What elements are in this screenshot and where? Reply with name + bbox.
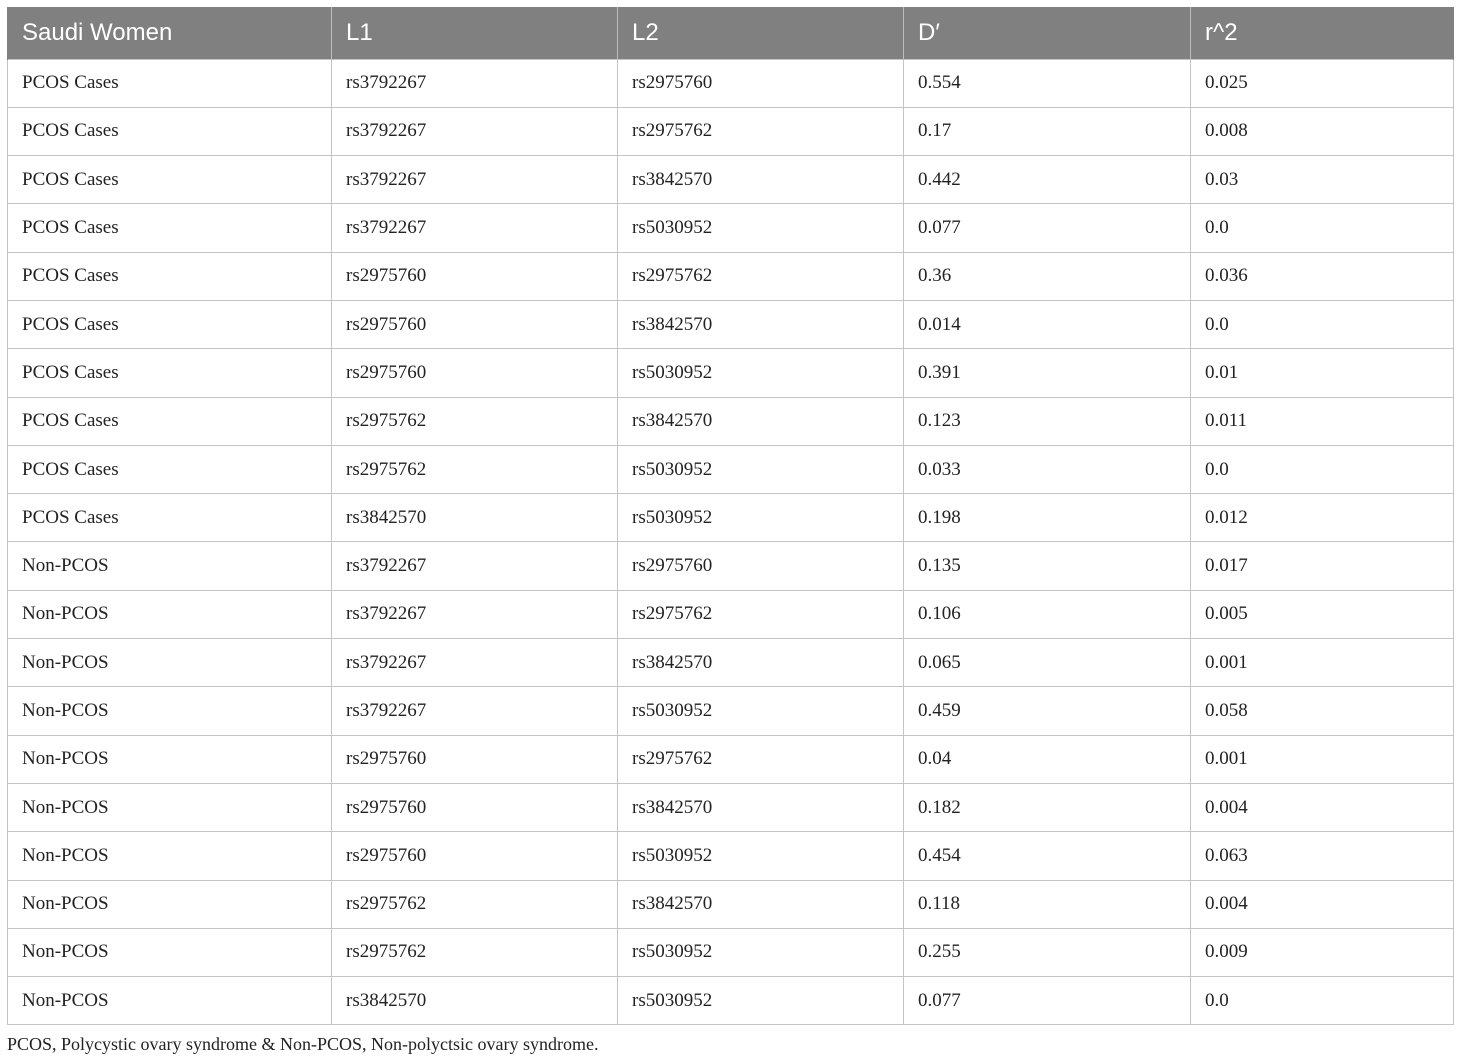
l2-cell: rs3842570 bbox=[618, 880, 904, 928]
header-row bbox=[8, 7, 1454, 59]
r-squared-cell: 0.004 bbox=[1191, 783, 1454, 831]
table-row bbox=[8, 494, 1454, 542]
header-l2: L2 bbox=[618, 7, 904, 59]
l1-cell: rs2975762 bbox=[332, 928, 618, 976]
d-prime-cell: 0.17 bbox=[904, 107, 1191, 155]
l2-cell: rs3842570 bbox=[618, 300, 904, 348]
d-prime-cell: 0.454 bbox=[904, 832, 1191, 880]
l1-cell: rs2975762 bbox=[332, 880, 618, 928]
population-cell: Non-PCOS bbox=[8, 687, 332, 735]
table-row bbox=[8, 542, 1454, 590]
header-r-squared: r^2 bbox=[1191, 7, 1454, 59]
d-prime-cell: 0.182 bbox=[904, 783, 1191, 831]
r-squared-cell: 0.058 bbox=[1191, 687, 1454, 735]
d-prime-cell: 0.118 bbox=[904, 880, 1191, 928]
r-squared-cell: 0.03 bbox=[1191, 156, 1454, 204]
population-cell: PCOS Cases bbox=[8, 59, 332, 107]
d-prime-cell: 0.014 bbox=[904, 300, 1191, 348]
l2-cell: rs2975762 bbox=[618, 735, 904, 783]
l2-cell: rs2975762 bbox=[618, 107, 904, 155]
population-cell: Non-PCOS bbox=[8, 590, 332, 638]
l2-cell: rs2975760 bbox=[618, 542, 904, 590]
d-prime-cell: 0.198 bbox=[904, 494, 1191, 542]
l2-cell: rs5030952 bbox=[618, 832, 904, 880]
l2-cell: rs3842570 bbox=[618, 397, 904, 445]
table-row bbox=[8, 445, 1454, 493]
d-prime-cell: 0.033 bbox=[904, 445, 1191, 493]
header-l1: L1 bbox=[332, 7, 618, 59]
l2-cell: rs3842570 bbox=[618, 783, 904, 831]
r-squared-cell: 0.011 bbox=[1191, 397, 1454, 445]
table-row bbox=[8, 156, 1454, 204]
d-prime-cell: 0.135 bbox=[904, 542, 1191, 590]
population-cell: PCOS Cases bbox=[8, 445, 332, 493]
l1-cell: rs3842570 bbox=[332, 494, 618, 542]
r-squared-cell: 0.004 bbox=[1191, 880, 1454, 928]
r-squared-cell: 0.017 bbox=[1191, 542, 1454, 590]
l1-cell: rs3792267 bbox=[332, 542, 618, 590]
d-prime-cell: 0.442 bbox=[904, 156, 1191, 204]
l1-cell: rs2975760 bbox=[332, 300, 618, 348]
l2-cell: rs2975762 bbox=[618, 252, 904, 300]
ld-table-container bbox=[7, 7, 1453, 1025]
population-cell: Non-PCOS bbox=[8, 542, 332, 590]
d-prime-cell: 0.255 bbox=[904, 928, 1191, 976]
table-row bbox=[8, 832, 1454, 880]
d-prime-cell: 0.459 bbox=[904, 687, 1191, 735]
population-cell: PCOS Cases bbox=[8, 349, 332, 397]
d-prime-cell: 0.077 bbox=[904, 204, 1191, 252]
l1-cell: rs2975760 bbox=[332, 349, 618, 397]
l2-cell: rs5030952 bbox=[618, 928, 904, 976]
l1-cell: rs3792267 bbox=[332, 156, 618, 204]
l1-cell: rs3792267 bbox=[332, 107, 618, 155]
table-row bbox=[8, 928, 1454, 976]
l1-cell: rs3792267 bbox=[332, 59, 618, 107]
r-squared-cell: 0.008 bbox=[1191, 107, 1454, 155]
table-row bbox=[8, 590, 1454, 638]
l1-cell: rs3792267 bbox=[332, 687, 618, 735]
l1-cell: rs3842570 bbox=[332, 977, 618, 1025]
l1-cell: rs3792267 bbox=[332, 204, 618, 252]
l2-cell: rs2975760 bbox=[618, 59, 904, 107]
l1-cell: rs2975762 bbox=[332, 445, 618, 493]
r-squared-cell: 0.0 bbox=[1191, 204, 1454, 252]
r-squared-cell: 0.036 bbox=[1191, 252, 1454, 300]
population-cell: PCOS Cases bbox=[8, 156, 332, 204]
r-squared-cell: 0.0 bbox=[1191, 977, 1454, 1025]
ld-table bbox=[7, 7, 1454, 1025]
l2-cell: rs3842570 bbox=[618, 156, 904, 204]
l2-cell: rs5030952 bbox=[618, 494, 904, 542]
table-body bbox=[8, 59, 1454, 1025]
r-squared-cell: 0.005 bbox=[1191, 590, 1454, 638]
l2-cell: rs5030952 bbox=[618, 349, 904, 397]
d-prime-cell: 0.36 bbox=[904, 252, 1191, 300]
r-squared-cell: 0.001 bbox=[1191, 735, 1454, 783]
l1-cell: rs2975760 bbox=[332, 832, 618, 880]
population-cell: Non-PCOS bbox=[8, 832, 332, 880]
table-row bbox=[8, 639, 1454, 687]
population-cell: Non-PCOS bbox=[8, 735, 332, 783]
table-row bbox=[8, 735, 1454, 783]
r-squared-cell: 0.063 bbox=[1191, 832, 1454, 880]
r-squared-cell: 0.01 bbox=[1191, 349, 1454, 397]
l1-cell: rs3792267 bbox=[332, 590, 618, 638]
l1-cell: rs3792267 bbox=[332, 639, 618, 687]
l2-cell: rs5030952 bbox=[618, 204, 904, 252]
table-row bbox=[8, 977, 1454, 1025]
r-squared-cell: 0.0 bbox=[1191, 300, 1454, 348]
population-cell: PCOS Cases bbox=[8, 107, 332, 155]
d-prime-cell: 0.123 bbox=[904, 397, 1191, 445]
l2-cell: rs3842570 bbox=[618, 639, 904, 687]
d-prime-cell: 0.106 bbox=[904, 590, 1191, 638]
table-row bbox=[8, 349, 1454, 397]
population-cell: PCOS Cases bbox=[8, 204, 332, 252]
population-cell: PCOS Cases bbox=[8, 494, 332, 542]
table-row bbox=[8, 204, 1454, 252]
population-cell: Non-PCOS bbox=[8, 977, 332, 1025]
table-row bbox=[8, 107, 1454, 155]
population-cell: Non-PCOS bbox=[8, 783, 332, 831]
l1-cell: rs2975760 bbox=[332, 735, 618, 783]
table-row bbox=[8, 880, 1454, 928]
population-cell: PCOS Cases bbox=[8, 397, 332, 445]
table-row bbox=[8, 252, 1454, 300]
l2-cell: rs5030952 bbox=[618, 445, 904, 493]
l1-cell: rs2975762 bbox=[332, 397, 618, 445]
population-cell: Non-PCOS bbox=[8, 928, 332, 976]
table-row bbox=[8, 397, 1454, 445]
l1-cell: rs2975760 bbox=[332, 783, 618, 831]
l1-cell: rs2975760 bbox=[332, 252, 618, 300]
r-squared-cell: 0.025 bbox=[1191, 59, 1454, 107]
table-row bbox=[8, 59, 1454, 107]
l2-cell: rs5030952 bbox=[618, 977, 904, 1025]
d-prime-cell: 0.04 bbox=[904, 735, 1191, 783]
header-d-prime: D′ bbox=[904, 7, 1191, 59]
population-cell: Non-PCOS bbox=[8, 639, 332, 687]
table-row bbox=[8, 783, 1454, 831]
population-cell: Non-PCOS bbox=[8, 880, 332, 928]
d-prime-cell: 0.391 bbox=[904, 349, 1191, 397]
table-header bbox=[8, 7, 1454, 59]
d-prime-cell: 0.065 bbox=[904, 639, 1191, 687]
table-footnote: PCOS, Polycystic ovary syndrome & Non-PCOS, Non-polyctsic ovary syndrome. bbox=[7, 1034, 599, 1054]
r-squared-cell: 0.012 bbox=[1191, 494, 1454, 542]
l2-cell: rs2975762 bbox=[618, 590, 904, 638]
population-cell: PCOS Cases bbox=[8, 300, 332, 348]
table-row bbox=[8, 687, 1454, 735]
table-row bbox=[8, 300, 1454, 348]
l2-cell: rs5030952 bbox=[618, 687, 904, 735]
d-prime-cell: 0.077 bbox=[904, 977, 1191, 1025]
r-squared-cell: 0.001 bbox=[1191, 639, 1454, 687]
population-cell: PCOS Cases bbox=[8, 252, 332, 300]
r-squared-cell: 0.0 bbox=[1191, 445, 1454, 493]
header-population: Saudi Women bbox=[8, 7, 332, 59]
r-squared-cell: 0.009 bbox=[1191, 928, 1454, 976]
d-prime-cell: 0.554 bbox=[904, 59, 1191, 107]
